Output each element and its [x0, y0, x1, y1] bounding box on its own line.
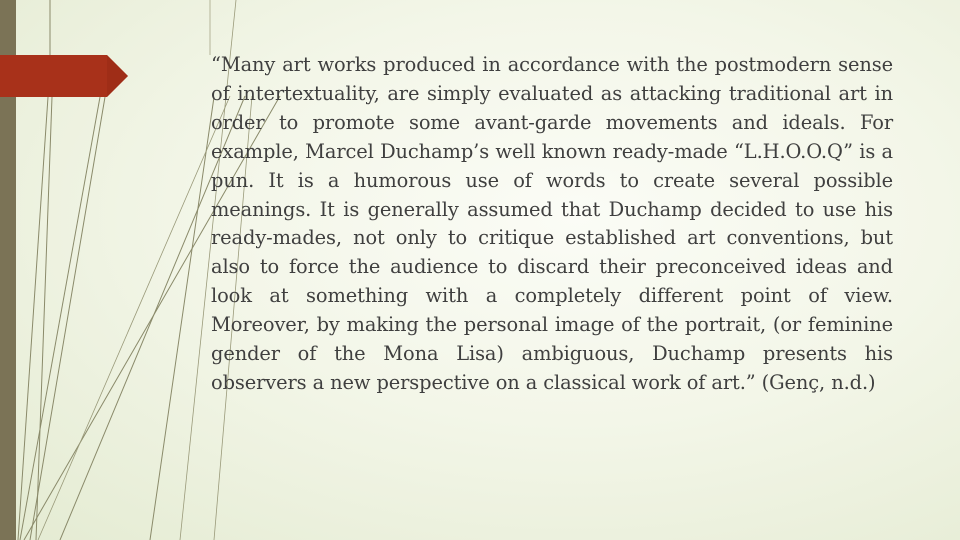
accent-arrow-tab [0, 55, 128, 97]
quote-paragraph: “Many art works produced in accordance with the postmodern sense of intertextuality, are simply evaluated as attacking traditional art in order to promote some avant-garde movements and ideals. For example, Marcel Duchamp’s well known ready-made “L.H.O.O.Q” is a pun. It is a humorous use of words to create several possible meanings. It is generally assumed that Duchamp decided to use his ready-mades, not only to critique established art conventions, but also to force the audience to discard their preconceived ideas and look at something with a completely different point of view. Moreover, by making the personal image of the portrait, (or feminine gender of the Mona Lisa) ambiguous, Duchamp presents his observers a new perspective on a classical work of art.” (Genç, n.d.) [211, 53, 893, 394]
